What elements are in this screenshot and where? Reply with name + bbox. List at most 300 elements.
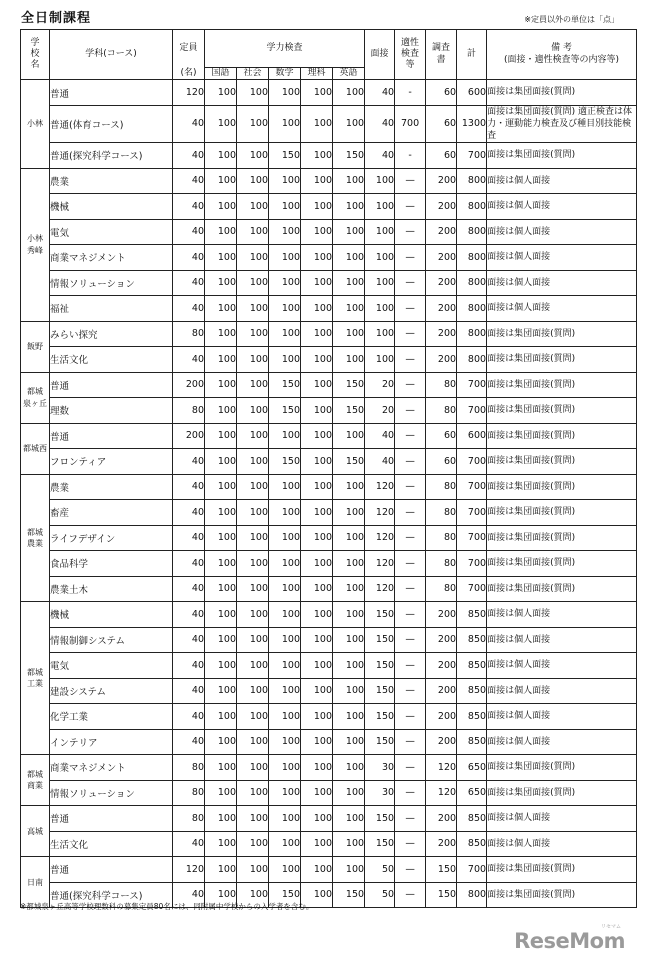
subject-score-cell: 100 bbox=[301, 551, 333, 577]
table-row bbox=[21, 372, 637, 398]
subject-score-cell: 100 bbox=[333, 729, 365, 755]
subject-score-cell: 100 bbox=[333, 551, 365, 577]
aptitude-cell: — bbox=[395, 831, 426, 857]
subject-score-cell: 100 bbox=[301, 143, 333, 169]
note-cell: 面接は個人面接 bbox=[487, 704, 637, 730]
subject-score-cell: 100 bbox=[269, 321, 301, 347]
header-tekisei: 適性 検査 等 bbox=[395, 30, 426, 80]
report-cell: 80 bbox=[426, 576, 457, 602]
note-cell: 面接は集団面接(質問) bbox=[487, 525, 637, 551]
total-cell: 800 bbox=[457, 321, 487, 347]
total-cell: 700 bbox=[457, 398, 487, 424]
course-cell: 情報ソリューション bbox=[50, 270, 173, 296]
aptitude-cell: — bbox=[395, 806, 426, 832]
aptitude-cell: — bbox=[395, 882, 426, 908]
table-row bbox=[21, 398, 637, 424]
interview-cell: 100 bbox=[365, 270, 395, 296]
aptitude-cell: — bbox=[395, 347, 426, 373]
interview-cell: 40 bbox=[365, 105, 395, 142]
aptitude-cell: — bbox=[395, 755, 426, 781]
subject-score-cell: 100 bbox=[269, 602, 301, 628]
table-row bbox=[21, 219, 637, 245]
capacity-cell: 40 bbox=[173, 729, 205, 755]
note-cell: 面接は集団面接(質問) bbox=[487, 143, 637, 169]
subject-score-cell: 100 bbox=[269, 729, 301, 755]
report-cell: 80 bbox=[426, 551, 457, 577]
note-cell: 面接は個人面接 bbox=[487, 729, 637, 755]
unit-note: ※定員以外の単位は「点」 bbox=[524, 15, 619, 24]
course-cell: 商業マネジメント bbox=[50, 755, 173, 781]
total-cell: 600 bbox=[457, 80, 487, 106]
note-cell: 面接は個人面接 bbox=[487, 245, 637, 271]
interview-cell: 100 bbox=[365, 168, 395, 194]
table-row bbox=[21, 296, 637, 322]
footnote: ※都城泉ヶ丘高等学校理数科の募集定員80名には、同附属中学校からの入学者を含む。 bbox=[20, 902, 314, 911]
table-row bbox=[21, 347, 637, 373]
aptitude-cell: — bbox=[395, 474, 426, 500]
subject-score-cell: 100 bbox=[333, 525, 365, 551]
subject-score-cell: 100 bbox=[301, 576, 333, 602]
subject-score-cell: 100 bbox=[237, 831, 269, 857]
table-row bbox=[21, 576, 637, 602]
total-cell: 650 bbox=[457, 755, 487, 781]
interview-cell: 120 bbox=[365, 551, 395, 577]
total-cell: 700 bbox=[457, 857, 487, 883]
subject-score-cell: 100 bbox=[205, 729, 237, 755]
capacity-cell: 40 bbox=[173, 500, 205, 526]
subject-score-cell: 100 bbox=[237, 219, 269, 245]
total-cell: 700 bbox=[457, 449, 487, 475]
header-subject: 数学 bbox=[269, 68, 301, 80]
report-cell: 200 bbox=[426, 168, 457, 194]
subject-score-cell: 100 bbox=[301, 780, 333, 806]
aptitude-cell: — bbox=[395, 525, 426, 551]
subject-score-cell: 100 bbox=[237, 602, 269, 628]
aptitude-cell: — bbox=[395, 678, 426, 704]
subject-score-cell: 100 bbox=[301, 500, 333, 526]
report-cell: 200 bbox=[426, 347, 457, 373]
table-row bbox=[21, 143, 637, 169]
capacity-cell: 40 bbox=[173, 347, 205, 373]
table-row bbox=[21, 780, 637, 806]
table-row bbox=[21, 449, 637, 475]
logo-ruby: リセマム bbox=[601, 924, 621, 930]
subject-score-cell: 100 bbox=[205, 857, 237, 883]
subject-score-cell: 100 bbox=[237, 806, 269, 832]
aptitude-cell: - bbox=[395, 80, 426, 106]
subject-score-cell: 100 bbox=[237, 398, 269, 424]
subject-score-cell: 100 bbox=[205, 653, 237, 679]
table-row bbox=[21, 857, 637, 883]
subject-score-cell: 100 bbox=[269, 627, 301, 653]
aptitude-cell: — bbox=[395, 296, 426, 322]
subject-score-cell: 100 bbox=[269, 857, 301, 883]
subject-score-cell: 100 bbox=[301, 296, 333, 322]
subject-score-cell: 100 bbox=[301, 194, 333, 220]
report-cell: 200 bbox=[426, 219, 457, 245]
capacity-cell: 120 bbox=[173, 857, 205, 883]
course-cell: 食品科学 bbox=[50, 551, 173, 577]
subject-score-cell: 100 bbox=[237, 347, 269, 373]
course-cell: 普通(探究科学コース) bbox=[50, 882, 173, 908]
subject-score-cell: 100 bbox=[333, 474, 365, 500]
subject-score-cell: 100 bbox=[301, 372, 333, 398]
subject-score-cell: 100 bbox=[237, 780, 269, 806]
total-cell: 850 bbox=[457, 806, 487, 832]
interview-cell: 150 bbox=[365, 831, 395, 857]
table-row bbox=[21, 525, 637, 551]
subject-score-cell: 100 bbox=[269, 219, 301, 245]
subject-score-cell: 100 bbox=[237, 551, 269, 577]
interview-cell: 120 bbox=[365, 500, 395, 526]
subject-score-cell: 150 bbox=[269, 372, 301, 398]
header-gakuryoku: 学力検査 bbox=[205, 30, 365, 68]
capacity-cell: 120 bbox=[173, 80, 205, 106]
subject-score-cell: 100 bbox=[301, 105, 333, 142]
subject-score-cell: 100 bbox=[237, 449, 269, 475]
subject-score-cell: 100 bbox=[205, 194, 237, 220]
total-cell: 700 bbox=[457, 143, 487, 169]
report-cell: 80 bbox=[426, 398, 457, 424]
subject-score-cell: 100 bbox=[269, 270, 301, 296]
total-cell: 800 bbox=[457, 219, 487, 245]
school-name-cell: 小林 秀峰 bbox=[21, 168, 50, 321]
course-cell: 化学工業 bbox=[50, 704, 173, 730]
header-chosa: 調査 書 bbox=[426, 30, 457, 80]
subject-score-cell: 100 bbox=[333, 780, 365, 806]
page-title: 全日制課程 bbox=[21, 11, 92, 26]
course-cell: 情報ソリューション bbox=[50, 780, 173, 806]
subject-score-cell: 100 bbox=[333, 194, 365, 220]
subject-score-cell: 100 bbox=[205, 347, 237, 373]
subject-score-cell: 100 bbox=[269, 168, 301, 194]
report-cell: 200 bbox=[426, 653, 457, 679]
subject-score-cell: 100 bbox=[269, 653, 301, 679]
course-cell: 普通 bbox=[50, 857, 173, 883]
subject-score-cell: 100 bbox=[205, 449, 237, 475]
table-row bbox=[21, 831, 637, 857]
course-cell: 理数 bbox=[50, 398, 173, 424]
interview-cell: 150 bbox=[365, 653, 395, 679]
interview-cell: 150 bbox=[365, 602, 395, 628]
report-cell: 200 bbox=[426, 321, 457, 347]
subject-score-cell: 100 bbox=[237, 857, 269, 883]
total-cell: 850 bbox=[457, 831, 487, 857]
aptitude-cell: — bbox=[395, 398, 426, 424]
course-cell: 普通 bbox=[50, 372, 173, 398]
interview-cell: 150 bbox=[365, 806, 395, 832]
subject-score-cell: 100 bbox=[333, 219, 365, 245]
subject-score-cell: 100 bbox=[301, 80, 333, 106]
subject-score-cell: 100 bbox=[333, 831, 365, 857]
table-row bbox=[21, 474, 637, 500]
course-cell: 福祉 bbox=[50, 296, 173, 322]
subject-score-cell: 100 bbox=[333, 678, 365, 704]
subject-score-cell: 100 bbox=[269, 80, 301, 106]
resemom-logo: ReseMom bbox=[514, 929, 625, 953]
subject-score-cell: 100 bbox=[237, 321, 269, 347]
capacity-cell: 40 bbox=[173, 602, 205, 628]
subject-score-cell: 100 bbox=[237, 500, 269, 526]
subject-score-cell: 100 bbox=[237, 653, 269, 679]
total-cell: 1300 bbox=[457, 105, 487, 142]
subject-score-cell: 100 bbox=[333, 105, 365, 142]
capacity-cell: 40 bbox=[173, 270, 205, 296]
note-cell: 面接は個人面接 bbox=[487, 653, 637, 679]
subject-score-cell: 100 bbox=[333, 245, 365, 271]
subject-score-cell: 100 bbox=[301, 474, 333, 500]
report-cell: 80 bbox=[426, 525, 457, 551]
subject-score-cell: 150 bbox=[269, 882, 301, 908]
subject-score-cell: 100 bbox=[269, 296, 301, 322]
table-row bbox=[21, 105, 637, 142]
table-row bbox=[21, 729, 637, 755]
subject-score-cell: 100 bbox=[205, 296, 237, 322]
header-biko: 備 考 (面接・適性検査等の内容等) bbox=[487, 30, 637, 80]
total-cell: 800 bbox=[457, 882, 487, 908]
school-name-cell: 飯野 bbox=[21, 321, 50, 372]
subject-score-cell: 150 bbox=[269, 398, 301, 424]
table-row bbox=[21, 627, 637, 653]
note-cell: 面接は集団面接(質問) bbox=[487, 882, 637, 908]
capacity-cell: 200 bbox=[173, 423, 205, 449]
subject-score-cell: 150 bbox=[333, 372, 365, 398]
interview-cell: 30 bbox=[365, 780, 395, 806]
subject-score-cell: 100 bbox=[333, 321, 365, 347]
subject-score-cell: 100 bbox=[301, 245, 333, 271]
subject-score-cell: 100 bbox=[205, 372, 237, 398]
capacity-cell: 40 bbox=[173, 525, 205, 551]
subject-score-cell: 100 bbox=[333, 423, 365, 449]
interview-cell: 20 bbox=[365, 372, 395, 398]
report-cell: 200 bbox=[426, 704, 457, 730]
subject-score-cell: 100 bbox=[301, 423, 333, 449]
capacity-cell: 40 bbox=[173, 704, 205, 730]
school-name-cell: 都城 泉ヶ丘 bbox=[21, 372, 50, 423]
total-cell: 850 bbox=[457, 653, 487, 679]
total-cell: 650 bbox=[457, 780, 487, 806]
course-cell: 普通 bbox=[50, 80, 173, 106]
interview-cell: 50 bbox=[365, 882, 395, 908]
aptitude-cell: — bbox=[395, 857, 426, 883]
aptitude-cell: — bbox=[395, 704, 426, 730]
subject-score-cell: 150 bbox=[269, 449, 301, 475]
note-cell: 面接は集団面接(質問) bbox=[487, 576, 637, 602]
course-cell: 生活文化 bbox=[50, 831, 173, 857]
report-cell: 200 bbox=[426, 194, 457, 220]
note-cell: 面接は集団面接(質問) bbox=[487, 372, 637, 398]
aptitude-cell: — bbox=[395, 627, 426, 653]
subject-score-cell: 100 bbox=[237, 194, 269, 220]
note-cell: 面接は集団面接(質問) 適正検査は体力・運動能力検査及び種目別技能検査 bbox=[487, 105, 637, 142]
note-cell: 面接は個人面接 bbox=[487, 602, 637, 628]
subject-score-cell: 100 bbox=[237, 372, 269, 398]
school-name-cell: 高城 bbox=[21, 806, 50, 857]
report-cell: 60 bbox=[426, 449, 457, 475]
report-cell: 200 bbox=[426, 627, 457, 653]
report-cell: 60 bbox=[426, 143, 457, 169]
interview-cell: 100 bbox=[365, 296, 395, 322]
note-cell: 面接は集団面接(質問) bbox=[487, 551, 637, 577]
subject-score-cell: 100 bbox=[237, 423, 269, 449]
subject-score-cell: 100 bbox=[333, 576, 365, 602]
capacity-cell: 40 bbox=[173, 678, 205, 704]
subject-score-cell: 100 bbox=[333, 602, 365, 628]
capacity-cell: 40 bbox=[173, 194, 205, 220]
report-cell: 150 bbox=[426, 882, 457, 908]
header-subject: 英語 bbox=[333, 68, 365, 80]
capacity-cell: 40 bbox=[173, 474, 205, 500]
subject-score-cell: 150 bbox=[333, 143, 365, 169]
table-row bbox=[21, 270, 637, 296]
interview-cell: 50 bbox=[365, 857, 395, 883]
subject-score-cell: 100 bbox=[237, 168, 269, 194]
report-cell: 200 bbox=[426, 602, 457, 628]
report-cell: 60 bbox=[426, 80, 457, 106]
report-cell: 200 bbox=[426, 270, 457, 296]
course-cell: 農業 bbox=[50, 168, 173, 194]
table-row bbox=[21, 678, 637, 704]
table-row bbox=[21, 704, 637, 730]
course-cell: 農業土木 bbox=[50, 576, 173, 602]
interview-cell: 40 bbox=[365, 449, 395, 475]
subject-score-cell: 100 bbox=[205, 806, 237, 832]
subject-score-cell: 100 bbox=[333, 857, 365, 883]
capacity-cell: 40 bbox=[173, 551, 205, 577]
capacity-cell: 200 bbox=[173, 372, 205, 398]
aptitude-cell: — bbox=[395, 602, 426, 628]
header-mensetsu: 面接 bbox=[365, 30, 395, 80]
subject-score-cell: 100 bbox=[301, 806, 333, 832]
subject-score-cell: 100 bbox=[205, 423, 237, 449]
course-cell: 普通 bbox=[50, 806, 173, 832]
total-cell: 800 bbox=[457, 168, 487, 194]
aptitude-cell: — bbox=[395, 653, 426, 679]
subject-score-cell: 100 bbox=[269, 704, 301, 730]
report-cell: 200 bbox=[426, 296, 457, 322]
course-cell: 農業 bbox=[50, 474, 173, 500]
report-cell: 200 bbox=[426, 806, 457, 832]
note-cell: 面接は個人面接 bbox=[487, 806, 637, 832]
subject-score-cell: 150 bbox=[333, 449, 365, 475]
note-cell: 面接は集団面接(質問) bbox=[487, 398, 637, 424]
note-cell: 面接は集団面接(質問) bbox=[487, 347, 637, 373]
subject-score-cell: 100 bbox=[205, 398, 237, 424]
aptitude-cell: — bbox=[395, 245, 426, 271]
course-cell: 普通 bbox=[50, 423, 173, 449]
capacity-cell: 40 bbox=[173, 449, 205, 475]
subject-score-cell: 100 bbox=[301, 678, 333, 704]
aptitude-cell: — bbox=[395, 729, 426, 755]
aptitude-cell: — bbox=[395, 500, 426, 526]
subject-score-cell: 100 bbox=[333, 653, 365, 679]
table-row bbox=[21, 806, 637, 832]
school-name-cell: 日南 bbox=[21, 857, 50, 908]
table-row bbox=[21, 423, 637, 449]
course-cell: ライフデザイン bbox=[50, 525, 173, 551]
interview-cell: 150 bbox=[365, 678, 395, 704]
course-cell: インテリア bbox=[50, 729, 173, 755]
interview-cell: 40 bbox=[365, 80, 395, 106]
subject-score-cell: 100 bbox=[237, 80, 269, 106]
interview-cell: 150 bbox=[365, 704, 395, 730]
subject-score-cell: 100 bbox=[301, 219, 333, 245]
total-cell: 700 bbox=[457, 525, 487, 551]
subject-score-cell: 100 bbox=[205, 882, 237, 908]
note-cell: 面接は個人面接 bbox=[487, 831, 637, 857]
aptitude-cell: — bbox=[395, 372, 426, 398]
subject-score-cell: 100 bbox=[237, 704, 269, 730]
capacity-cell: 40 bbox=[173, 627, 205, 653]
subject-score-cell: 100 bbox=[205, 576, 237, 602]
note-cell: 面接は集団面接(質問) bbox=[487, 80, 637, 106]
subject-score-cell: 100 bbox=[269, 245, 301, 271]
total-cell: 800 bbox=[457, 296, 487, 322]
subject-score-cell: 100 bbox=[237, 143, 269, 169]
note-cell: 面接は集団面接(質問) bbox=[487, 857, 637, 883]
subject-score-cell: 100 bbox=[333, 755, 365, 781]
interview-cell: 100 bbox=[365, 245, 395, 271]
report-cell: 120 bbox=[426, 755, 457, 781]
total-cell: 850 bbox=[457, 627, 487, 653]
total-cell: 700 bbox=[457, 474, 487, 500]
capacity-cell: 80 bbox=[173, 780, 205, 806]
subject-score-cell: 100 bbox=[205, 245, 237, 271]
interview-cell: 20 bbox=[365, 398, 395, 424]
note-cell: 面接は個人面接 bbox=[487, 270, 637, 296]
subject-score-cell: 100 bbox=[269, 576, 301, 602]
table-body bbox=[21, 80, 637, 908]
course-cell: 畜産 bbox=[50, 500, 173, 526]
note-cell: 面接は集団面接(質問) bbox=[487, 500, 637, 526]
table-row bbox=[21, 755, 637, 781]
capacity-cell: 40 bbox=[173, 653, 205, 679]
subject-score-cell: 100 bbox=[269, 551, 301, 577]
subject-score-cell: 100 bbox=[237, 105, 269, 142]
subject-score-cell: 100 bbox=[269, 500, 301, 526]
subject-score-cell: 100 bbox=[237, 882, 269, 908]
subject-score-cell: 100 bbox=[205, 704, 237, 730]
total-cell: 600 bbox=[457, 423, 487, 449]
subject-score-cell: 100 bbox=[301, 704, 333, 730]
subject-score-cell: 100 bbox=[205, 627, 237, 653]
header-capacity-unit: (名) bbox=[173, 68, 205, 80]
subject-score-cell: 100 bbox=[205, 143, 237, 169]
report-cell: 200 bbox=[426, 678, 457, 704]
note-cell: 面接は個人面接 bbox=[487, 296, 637, 322]
interview-cell: 120 bbox=[365, 474, 395, 500]
course-cell: 普通(体育コース) bbox=[50, 105, 173, 142]
interview-cell: 150 bbox=[365, 729, 395, 755]
capacity-cell: 80 bbox=[173, 755, 205, 781]
course-cell: 電気 bbox=[50, 219, 173, 245]
subject-score-cell: 100 bbox=[333, 347, 365, 373]
interview-cell: 100 bbox=[365, 347, 395, 373]
subject-score-cell: 100 bbox=[301, 270, 333, 296]
subject-score-cell: 100 bbox=[205, 755, 237, 781]
subject-score-cell: 100 bbox=[269, 347, 301, 373]
subject-score-cell: 100 bbox=[237, 576, 269, 602]
subject-score-cell: 100 bbox=[269, 105, 301, 142]
admission-score-table bbox=[20, 29, 637, 908]
table-row bbox=[21, 602, 637, 628]
capacity-cell: 80 bbox=[173, 806, 205, 832]
report-cell: 80 bbox=[426, 372, 457, 398]
subject-score-cell: 100 bbox=[205, 780, 237, 806]
aptitude-cell: — bbox=[395, 423, 426, 449]
subject-score-cell: 100 bbox=[301, 627, 333, 653]
aptitude-cell: — bbox=[395, 194, 426, 220]
